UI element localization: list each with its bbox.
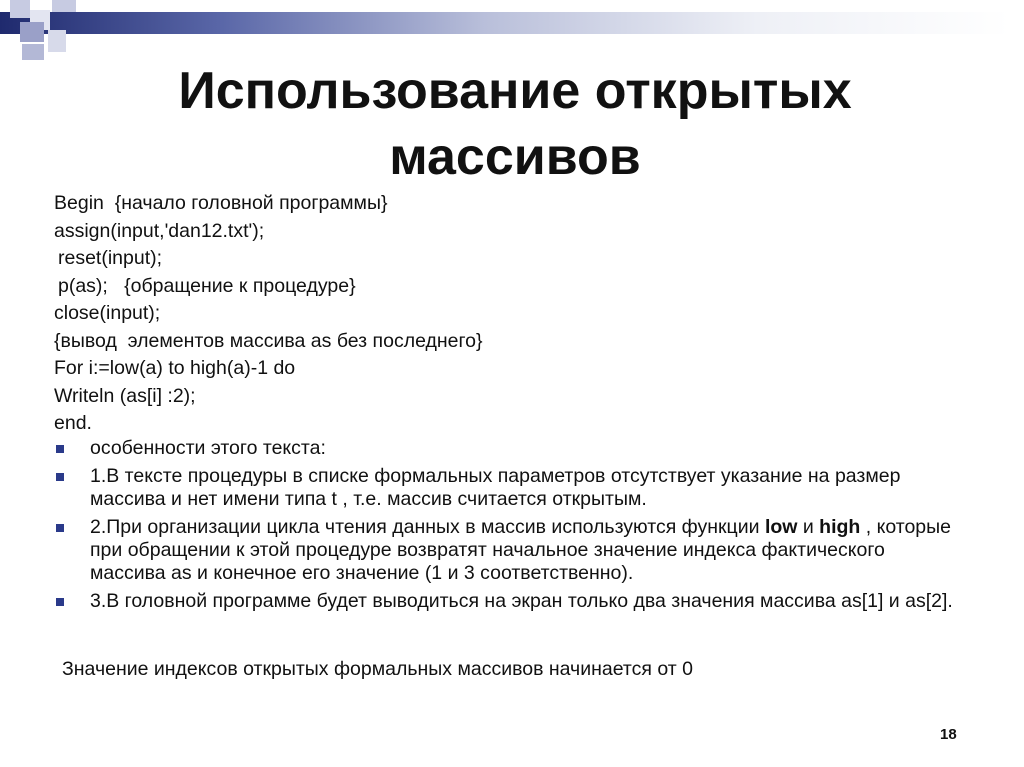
slide-title-line-2: массивов — [389, 128, 641, 186]
bullet-item — [54, 516, 954, 585]
bullet-text-part: , которые при обращении к этой процедуре возвратят начальное значение индекса фактического массива as и конечное его значение (1 и 3 соответственно). — [90, 516, 952, 584]
code-line: end. — [54, 412, 92, 434]
code-line: Writeln (as[i] :2); — [54, 384, 196, 407]
bullet-text: 3.В головной программе будет выводиться на экран только два значения массива as[1] и as[2]. — [90, 590, 953, 612]
code-line: p(as); {обращение к процедуре} — [58, 274, 356, 297]
decor-square — [10, 0, 30, 18]
bullet-item — [54, 590, 954, 613]
bullet-list — [54, 437, 954, 618]
code-listing — [54, 190, 954, 438]
code-line: For i:=low(a) to high(a)-1 do — [54, 357, 296, 379]
decor-square — [52, 0, 76, 12]
code-line: reset(input); — [58, 247, 163, 269]
bullet-text: особенности этого текста: — [90, 437, 326, 459]
page-number: 18 — [940, 726, 957, 743]
code-line: assign(input,'dan12.txt'); — [54, 219, 265, 242]
decor-square — [22, 44, 44, 60]
code-line: close(input); — [54, 302, 161, 324]
code-line: Begin {начало головной программы} — [54, 192, 388, 214]
bullet-item — [54, 437, 954, 460]
decor-square — [20, 22, 44, 42]
slide-title-line-1: Использование открытых — [178, 62, 852, 120]
bullet-bold-low: low — [764, 516, 798, 538]
slide-title — [80, 58, 950, 190]
bullet-text-part: 2.При организации цикла чтения данных в массив используются функции — [90, 516, 765, 538]
bullet-bold-high: high — [819, 516, 861, 538]
bullet-text-part: и — [797, 516, 820, 538]
bullet-text: 1.В тексте процедуры в списке формальных параметров отсутствует указание на размер массива и нет имени типа t , т.е. массив считается открытым. — [90, 465, 901, 510]
decor-square — [48, 30, 66, 52]
header-gradient-bar — [0, 12, 1010, 34]
code-line: {вывод элементов массива as без последнего} — [54, 329, 483, 352]
closing-note: Значение индексов открытых формальных массивов начинается от 0 — [62, 658, 693, 680]
bullet-item — [54, 465, 954, 511]
